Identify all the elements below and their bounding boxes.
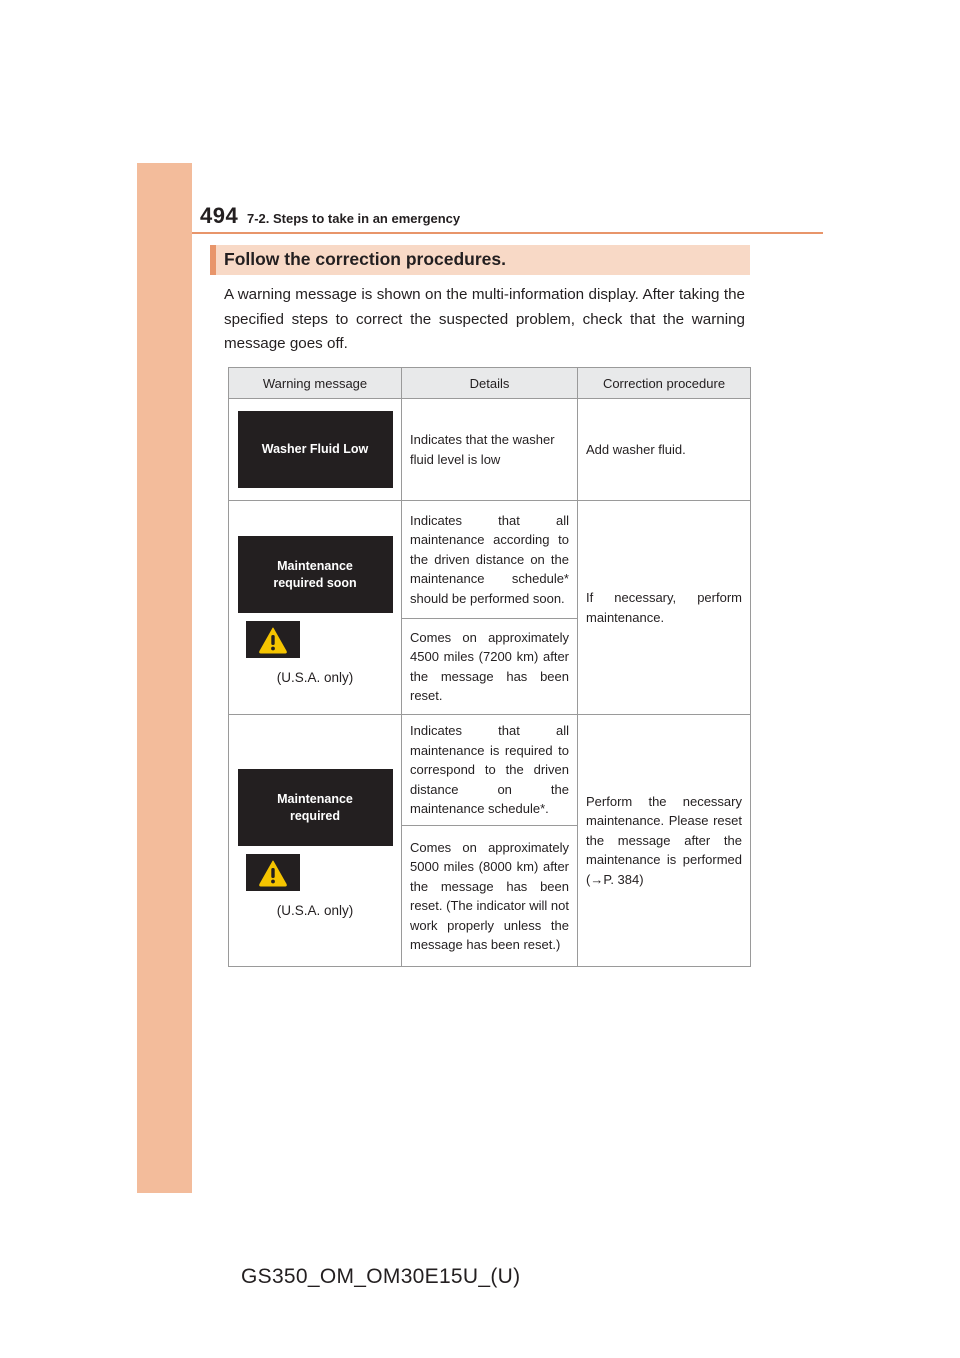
table-row	[229, 399, 751, 501]
warning-table	[228, 367, 751, 967]
details-cell	[402, 501, 578, 619]
details-cell	[402, 399, 578, 501]
display-text: Maintenance	[277, 791, 353, 806]
correction-cell	[578, 501, 751, 715]
warning-message-cell	[229, 501, 402, 715]
correction-text: Add washer fluid.	[586, 442, 686, 457]
warning-message-cell	[229, 715, 402, 967]
correction-cell	[578, 715, 751, 967]
details-text: Comes on approximately 5000 miles (8000 km) after the message has been reset. (The indicator will not work properly unless the message has been reset.)	[410, 839, 569, 952]
side-tab-band	[137, 163, 192, 1193]
table-row	[229, 501, 751, 619]
correction-cell	[578, 399, 751, 501]
details-text: Comes on approximately 4500 miles (7200 km) after the message has been reset.	[410, 629, 569, 703]
display-screen-maintenance-required	[238, 769, 393, 846]
warning-indicator	[246, 621, 300, 658]
details-text: Indicates that all maintenance is required to correspond to the driven distance on the maintenance schedule*.	[410, 723, 569, 817]
details-cell	[402, 619, 578, 715]
details-cell	[402, 715, 578, 826]
display-text: Washer Fluid Low	[261, 442, 369, 456]
details-cell	[402, 826, 578, 967]
warning-triangle-icon	[258, 626, 288, 654]
col-header-details: Details	[402, 368, 578, 399]
document-code-footer: GS350_OM_OM30E15U_(U)	[241, 1265, 521, 1288]
col-header-correction: Correction procedure	[578, 368, 751, 399]
table-header-row	[229, 368, 751, 399]
warning-indicator	[246, 854, 300, 891]
header-rule	[192, 232, 823, 234]
table-row	[229, 715, 751, 826]
correction-text: If necessary, perform maintenance.	[586, 590, 742, 625]
col-header-warning-message: Warning message	[229, 368, 402, 399]
region-note: (U.S.A. only)	[276, 670, 354, 685]
display-screen-maintenance-soon	[238, 536, 393, 613]
page-number: 494	[200, 203, 239, 228]
warning-message-cell	[229, 399, 402, 501]
display-screen-washer-fluid	[238, 411, 393, 488]
correction-text: Perform the necessary maintenance. Please reset the message after the maintenance is performed (→P. 384)	[586, 793, 742, 887]
section-banner	[210, 245, 750, 275]
display-text: required soon	[273, 575, 357, 590]
warning-triangle-icon	[258, 859, 288, 887]
details-text: Indicates that all maintenance according to the driven distance on the maintenance schedule* should be performed soon.	[410, 512, 569, 606]
region-note: (U.S.A. only)	[276, 903, 354, 918]
display-text: required	[289, 808, 340, 823]
section-title: 7-2. Steps to take in an emergency	[247, 211, 461, 226]
display-text: Maintenance	[277, 558, 353, 573]
banner-title: Follow the correction procedures.	[224, 249, 506, 269]
intro-paragraph: A warning message is shown on the multi-information display. After taking the specified steps to correct the suspected problem, check that the warning message goes off.	[224, 286, 745, 352]
details-text: Indicates that the washer fluid level is low	[410, 432, 555, 467]
